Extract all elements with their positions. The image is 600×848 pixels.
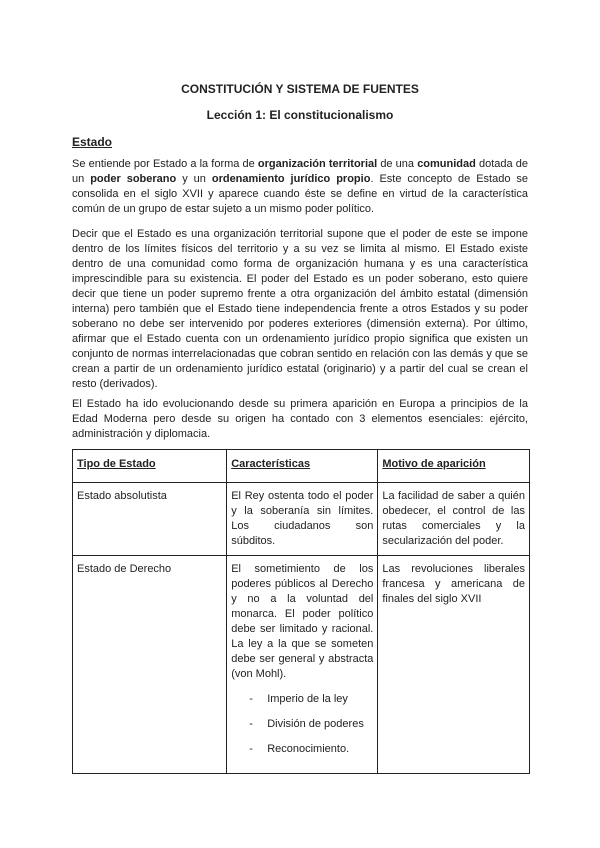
cell-motive: La facilidad de saber a quién obedecer, el control de las rutas comerciales y la secularización del poder. xyxy=(378,483,530,556)
characteristics-text: El sometimiento de los poderes públicos al Derecho y no a la voluntad del monarca. El poder político debe ser limitado y racional. La ley a la que se someten debe ser general y abstracta (von Mohl). xyxy=(231,563,374,680)
list-item: - Imperio de la ley xyxy=(249,692,373,707)
cell-characteristics: El Rey ostenta todo el poder y la soberanía sin límites. Los ciudadanos son súbditos. xyxy=(227,483,378,556)
course-title: CONSTITUCIÓN Y SISTEMA DE FUENTES xyxy=(181,82,419,96)
term-organizacion-territorial: organización territorial xyxy=(257,158,378,170)
header-motivo: Motivo de aparición xyxy=(378,450,530,483)
principles-list xyxy=(231,692,373,757)
term-ordenamiento: ordenamiento jurídico propio xyxy=(211,173,371,185)
cell-motive: Las revoluciones liberales francesa y americana de finales del siglo XVII xyxy=(378,556,530,774)
header-tipo: Tipo de Estado xyxy=(73,450,227,483)
section-heading: Estado xyxy=(72,135,113,149)
term-comunidad: comunidad xyxy=(417,158,476,170)
state-types-table xyxy=(72,449,530,774)
term-poder-soberano: poder soberano xyxy=(90,173,177,185)
table-row xyxy=(73,556,530,774)
cell-type: Estado absolutista xyxy=(73,483,227,556)
paragraph-explanation: Decir que el Estado es una organización territorial supone que el poder de este se impone dentro de los límites físicos del territorio y a su vez se limita al mismo. El Estado existe dentro de una comunidad como forma de organización humana y es una característica imprescindible para su existencia. El poder del Estado es un poder soberano, esto quiere decir que tiene un poder supremo frente a otra organización del ámbito estatal (dimensión interna) pero también que el Estado tiene independencia frente a otros Estados y su poder soberano no debe ser intervenido por poderes exteriores (dimensión externa). Por último, afirmar que el Estado cuenta con un ordenamiento jurídico propio significa que existen un conjunto de normas interrelacionadas que cobran sentido en relación con las demás y que se crean a partir de un ordenamiento jurídico estatal (originario) y a partir del cual se crean el resto (derivados). xyxy=(72,228,528,390)
table-header-row xyxy=(73,450,530,483)
header-caracteristicas: Características xyxy=(227,450,378,483)
lesson-title: Lección 1: El constitucionalismo xyxy=(206,108,394,122)
paragraph-evolution: El Estado ha ido evolucionando desde su primera aparición en Europa a principios de la Edad Moderna pero desde su origen ha contado con 3 elementos esenciales: ejército, administración y diplomacia. xyxy=(72,398,528,440)
paragraph-definition: Se entiende por Estado a la forma de organización territorial de una comunidad dotada de un poder soberano y un ordenamiento jurídico propio. Este concepto de Estado se consolida en el siglo XVII y aparece cuando éste se define en virtud de la característica común de un grupo de estar sujeto a un mismo poder político. xyxy=(72,158,529,215)
list-item: - Reconocimiento. xyxy=(249,742,373,757)
list-item: - División de poderes xyxy=(249,717,373,732)
cell-characteristics xyxy=(227,556,378,774)
cell-type: Estado de Derecho xyxy=(73,556,227,774)
table-row xyxy=(73,483,530,556)
